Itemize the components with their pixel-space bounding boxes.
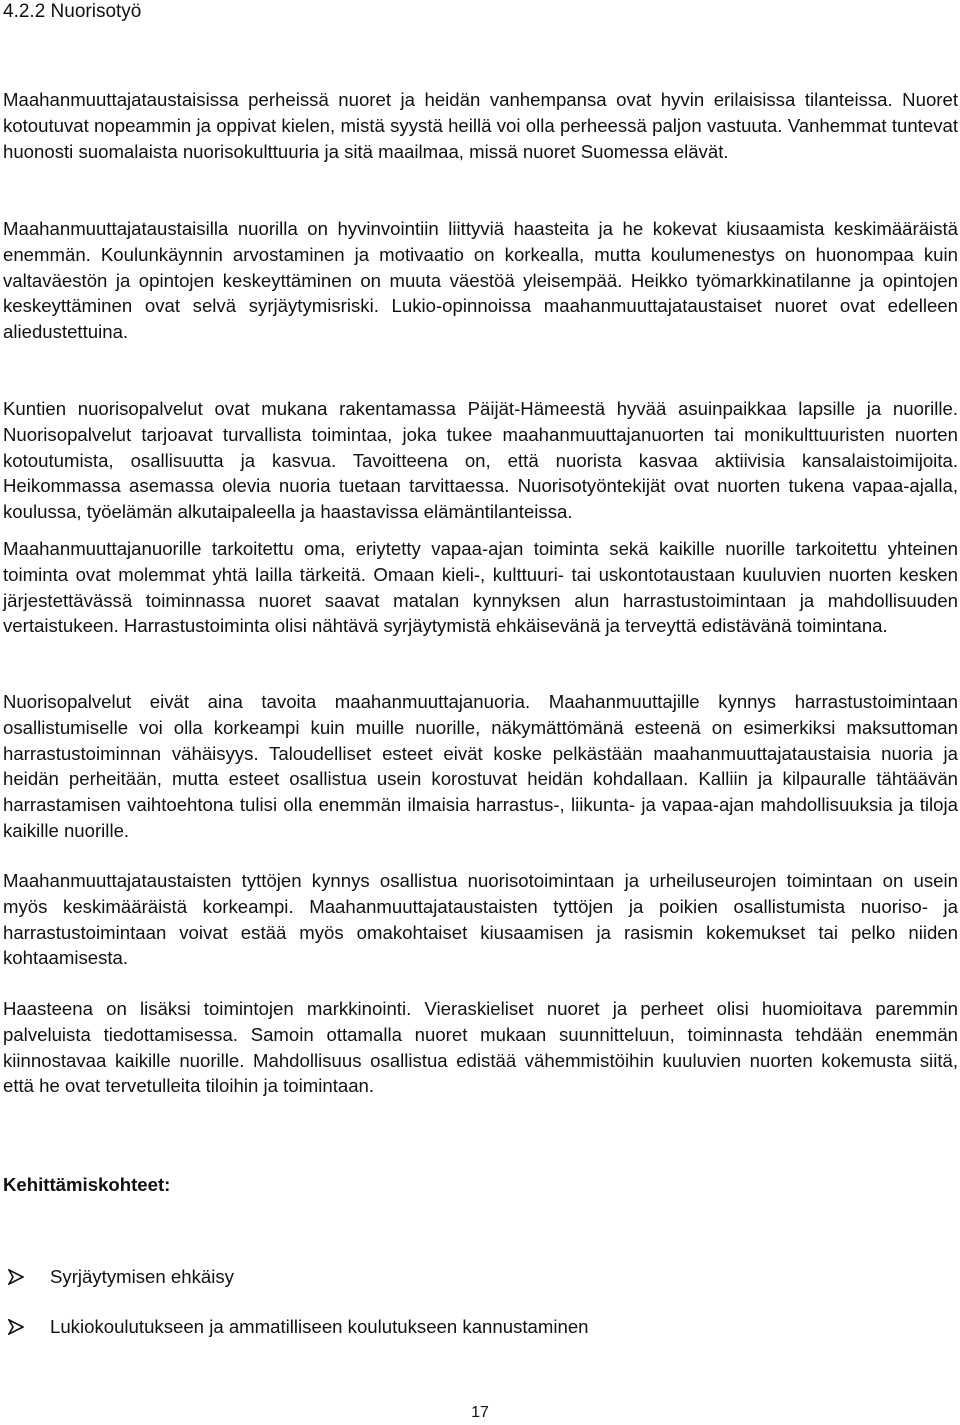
paragraph-leisure-activities: Maahanmuuttajanuorille tarkoitettu oma, eriytetty vapaa-ajan toiminta sekä kaikille nuorille tarkoitettu yhteinen toiminta ovat molemmat yhtä lailla tärkeitä. Omaan kieli-, kulttuuri- tai uskontotaustaan kuuluvien nuorten kesken järjestettävässä toiminnassa nuoret saavat matalan kynnyksen alun harrastustoimintaan ja mahdollisuuden vertaistukeen. Harrastustoiminta olisi nähtävä syrjäytymistä ehkäisevänä ja terveyttä edistävänä toimintana.	[3, 538, 958, 637]
page-number: 17	[471, 1404, 489, 1421]
development-list-item	[8, 1264, 589, 1290]
development-item-label: Syrjäytymisen ehkäisy	[50, 1266, 234, 1287]
paragraph-wellbeing-challenges: Maahanmuuttajataustaisilla nuorilla on hyvinvointiin liittyviä haasteita ja he kokevat kiusaamista keskimääräistä enemmän. Koulunkäynnin arvostaminen ja motivaatio on korkealla, mutta koulumenestys on huonompaa kuin valtaväestön ja opintojen keskeyttäminen on muuta väestöä yleisempää. Heikko työmarkkinatilanne ja opintojen keskeyttäminen ovat selvä syrjäytymisriski. Lukio-opinnoissa maahanmuuttajataustaiset nuoret ovat edelleen aliedustettuina.	[3, 218, 958, 343]
paragraph-youth-services: Kuntien nuorisopalvelut ovat mukana rakentamassa Päijät-Hämeestä hyvää asuinpaikkaa lapsille ja nuorille. Nuorisopalvelut tarjoavat turvallista toimintaa, joka tukee maahanmuuttajanuorten tai monikulttuuristen nuorten kotoutumista, osallisuutta ja kasvua. Tavoitteena on, että nuorista kasvaa aktiivisia kansalaistoimijoita. Heikommassa asemassa olevia nuoria tuetaan tarvittaessa. Nuorisotyöntekijät ovat nuorten tukena vapaa-ajalla, koulussa, työelämän alkutaipaleella ja haastavissa elämäntilanteissa.	[3, 398, 958, 523]
paragraph-marketing: Haasteena on lisäksi toimintojen markkinointi. Vieraskieliset nuoret ja perheet olisi huomioitava paremmin palveluista tiedottamisessa. Samoin ottamalla nuoret mukaan suunnitteluun, toiminnasta tehdään enemmän kiinnostavaa kaikille nuorille. Mahdollisuus osallistua edistää vähemmistöihin kuuluvien nuorten kokemusta siitä, että he ovat tervetulleita tiloihin ja toimintaan.	[3, 998, 958, 1097]
arrowhead-bullet-icon	[8, 1319, 50, 1335]
section-heading: 4.2.2 Nuorisotyö	[3, 1, 142, 22]
development-item-label: Lukiokoulutukseen ja ammatilliseen koulutukseen kannustaminen	[50, 1316, 589, 1337]
development-list-item	[8, 1314, 589, 1340]
development-heading: Kehittämiskohteet:	[3, 1174, 171, 1195]
paragraph-participation-barriers: Nuorisopalvelut eivät aina tavoita maahanmuuttajanuoria. Maahanmuuttajille kynnys harrastustoimintaan osallistumiselle voi olla korkeampi kuin muille nuorille, näkymättömänä esteenä on esimerkiksi maksuttoman harrastustoiminnan vähäisyys. Taloudelliset esteet eivät koske pelkästään maahanmuuttajataustaisia nuoria ja heidän perheitään, mutta esteet osallistua usein korostuvat heidän kohdallaan. Kalliin ja kilpauralle tähtäävän harrastamisen vaihtoehtona tulisi olla enemmän ilmaisia harrastus-, liikunta- ja vapaa-ajan mahdollisuuksia ja tiloja kaikille nuorille.	[3, 691, 958, 841]
paragraph-family-situations: Maahanmuuttajataustaisissa perheissä nuoret ja heidän vanhempansa ovat hyvin erilaisissa tilanteissa. Nuoret kotoutuvat nopeammin ja oppivat kielen, mistä syystä heillä voi olla perheessä paljon vastuuta. Vanhemmat tuntevat huonosti suomalaista nuorisokulttuuria ja sitä maailmaa, missä nuoret Suomessa elävät.	[3, 89, 958, 162]
development-list	[8, 1264, 589, 1364]
arrowhead-bullet-icon	[8, 1269, 50, 1285]
paragraph-girls-participation: Maahanmuuttajataustaisten tyttöjen kynnys osallistua nuorisotoimintaan ja urheiluseurojen toimintaan on usein myös keskimääräistä korkeampi. Maahanmuuttajataustaisten tyttöjen ja poikien osallistumista nuoriso- ja harrastustoimintaan voivat estää myös omakohtaiset kiusaamisen ja rasismin kokemukset tai pelko niiden kohtaamisesta.	[3, 870, 958, 969]
